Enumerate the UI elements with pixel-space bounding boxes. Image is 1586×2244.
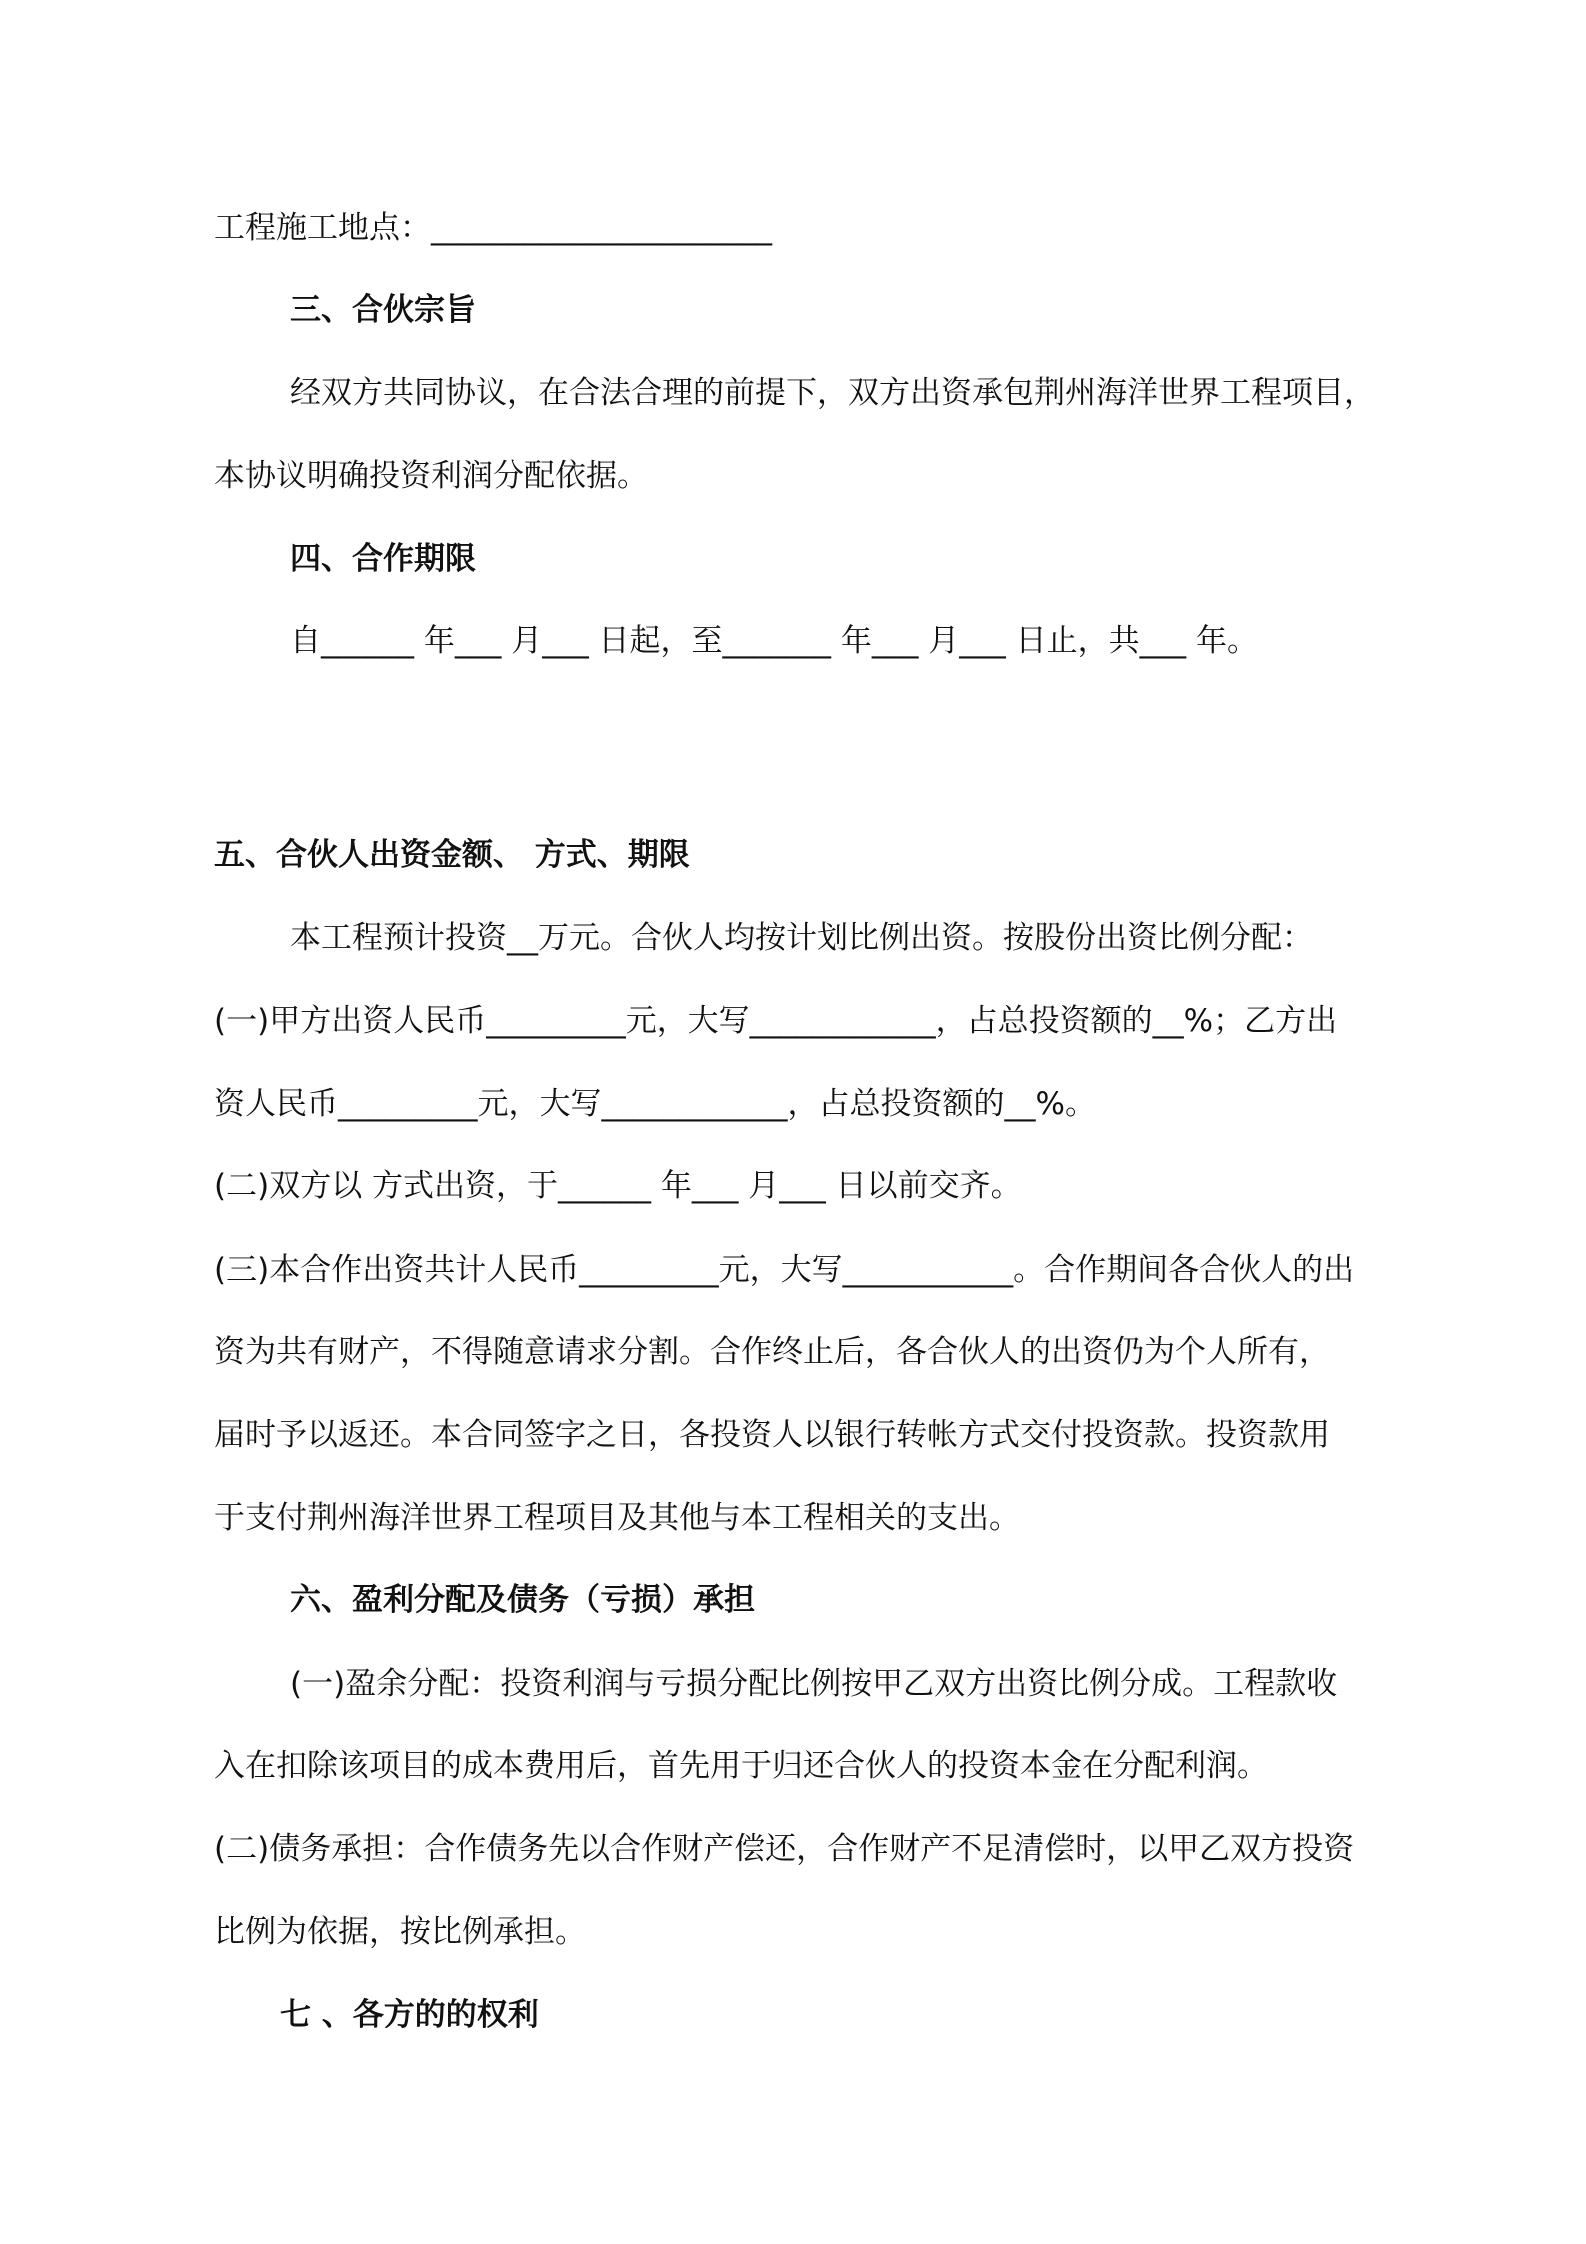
section-6-heading: 六、盈利分配及债务（亏损）承担 [290,1582,755,1618]
paragraph-line: 本协议明确投资利润分配依据。 [214,458,648,494]
site-location-line: 工程施工地点：______________________ [214,210,772,246]
section-5-heading: 五、合伙人出资金额、 方式、期限 [214,837,690,873]
paragraph-line: 资为共有财产，不得随意请求分割。合作终止后，各合伙人的出资仍为个人所有， [214,1334,1330,1370]
paragraph-line: 入在扣除该项目的成本费用后，首先用于归还合伙人的投资本金在分配利润。 [214,1748,1268,1784]
term-period-line: 自______ 年___ 月___ 日起，至_______ 年___ 月___ 日止，共___ 年。 [290,623,1258,659]
paragraph-line: 于支付荆州海洋世界工程项目及其他与本工程相关的支出。 [214,1500,1020,1536]
paragraph-line: (一)甲方出资人民币_________元，大写____________，占总投资额的__%；乙方出 [214,1003,1338,1039]
paragraph-line: (二)债务承担：合作债务先以合作财产偿还，合作财产不足清偿时，以甲乙双方投资 [214,1831,1355,1867]
section-4-heading: 四、合作期限 [290,541,476,577]
paragraph-line: (三)本合作出资共计人民币_________元，大写___________。合作期间各合伙人的出 [214,1252,1355,1288]
paragraph-line: 届时予以返还。本合同签字之日，各投资人以银行转帐方式交付投资款。投资款用 [214,1417,1330,1453]
section-3-heading: 三、合伙宗旨 [290,292,476,328]
section-7-heading: 七 、各方的的权利 [280,1997,539,2033]
paragraph-line: (二)双方以 方式出资，于______ 年___ 月___ 日以前交齐。 [214,1168,1022,1204]
paragraph-line: 比例为依据，按比例承担。 [214,1914,586,1950]
paragraph-line: 经双方共同协议，在合法合理的前提下，双方出资承包荆州海洋世界工程项目， [290,375,1375,411]
paragraph-line: 本工程预计投资__万元。合伙人均按计划比例出资。按股份出资比例分配： [290,920,1313,956]
paragraph-line: 资人民币_________元，大写____________，占总投资额的__%。 [214,1086,1096,1122]
paragraph-line: (一)盈余分配：投资利润与亏损分配比例按甲乙双方出资比例分成。工程款收 [290,1666,1338,1702]
